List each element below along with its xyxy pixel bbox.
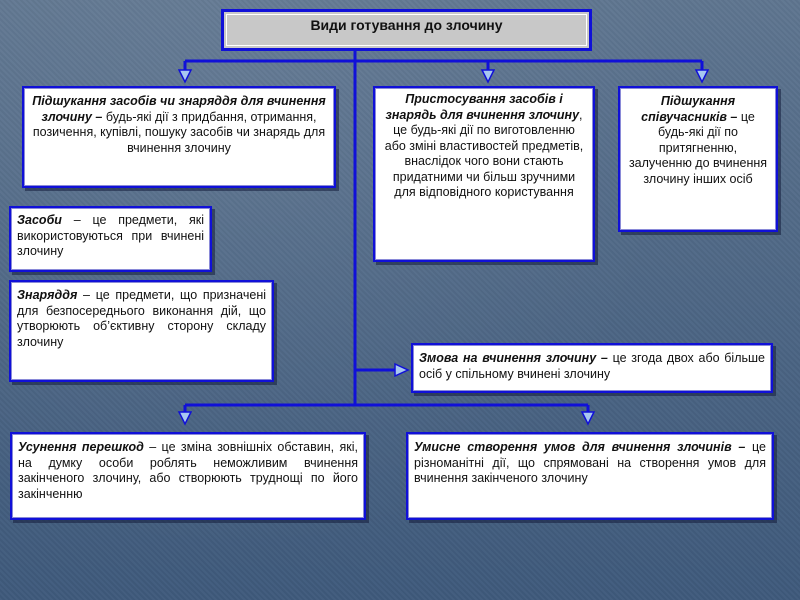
conditions-text: це різноманітні дії, що спрямовані на створення умов для вчинення закінченого злочину	[414, 440, 766, 485]
adaptation-text: , це будь-які дії по виготовленню або зміні властивостей предметів, внаслідок чого вони стають придатними чи більш зручними для відповідного користування	[384, 107, 584, 199]
search-means-text: будь-які дії з придбання, отримання, позичення, купівлі, пошуку засобів чи знарядь для вчинення злочину	[32, 109, 326, 155]
accomplices-term: Підшукання співучасників –	[641, 94, 738, 124]
accomplices-text: це будь-які дії по притягненню, залученню до вчинення злочину інших осіб	[628, 109, 768, 186]
conspiracy-text: це згода двох або більше осіб у спільному вчинені злочину	[419, 351, 766, 381]
tools-term: Знаряддя	[17, 288, 78, 302]
arrow-down-icon	[696, 70, 708, 82]
tools-definition-box	[9, 280, 274, 382]
adaptation-term: Пристосування засобів і знарядь для вчинення злочину	[385, 92, 580, 122]
accomplices-box	[618, 86, 778, 232]
obstacles-text: – це зміна зовнішніх обставин, які, на думку особи роблять неможливим вчинення закінченого злочину, або створюють труднощі по його закінченню	[18, 440, 358, 501]
search-means-box	[22, 86, 336, 188]
obstacles-removal-box	[10, 432, 366, 520]
conditions-creation-box	[406, 432, 774, 520]
adaptation-box	[373, 86, 595, 262]
conditions-term: Умисне створення умов для вчинення злочинів –	[414, 440, 746, 454]
obstacles-term: Усунення перешкод	[18, 440, 144, 454]
search-means-term: Підшукання засобів чи знаряддя для вчинення злочину –	[32, 94, 326, 124]
arrow-down-icon	[582, 412, 594, 424]
tools-text: – це предмети, що призначені для безпосереднього виконання дій, що утворюють об’єктивну сторону складу злочину	[17, 288, 266, 349]
means-definition-box	[9, 206, 212, 272]
conspiracy-term: Змова на вчинення злочину –	[419, 351, 608, 365]
arrow-down-icon	[179, 412, 191, 424]
means-term: Засоби	[17, 213, 62, 227]
arrow-down-icon	[482, 70, 494, 82]
arrow-right-icon	[395, 364, 408, 376]
diagram-title: Види готування до злочину	[221, 9, 592, 51]
conspiracy-box	[411, 343, 773, 393]
means-text: – це предмети, які використовуються при вчинені злочину	[17, 213, 204, 258]
arrow-down-icon	[179, 70, 191, 82]
